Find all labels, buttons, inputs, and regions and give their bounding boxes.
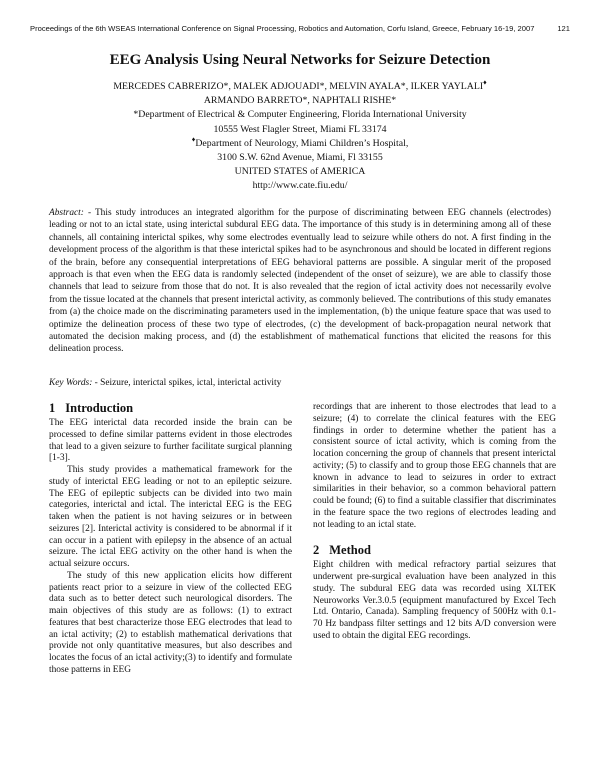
affiliation-2-name: ♦Department of Neurology, Miami Children’s Hospital, [191, 135, 409, 149]
affiliation-1-name: *Department of Electrical & Computer Engineering, Florida International University [133, 109, 467, 121]
right-column [313, 402, 556, 643]
intro-paragraph-3: The study of this new application elicits how different patients react prior to a seizure in view of the collected EEG data such as to better detect such neurological disorders. The main objectives of this study are as follows: (1) to extract features that best characterize those EEG electrodes that lead to an ictal activity; (2) to establish mathematical derivations that provide not only quantitative measures, but also describes and locates the focus of an ictal activity;(3) to identify and formulate those patterns in EEG [49, 570, 292, 675]
keywords-label: Key Words: [49, 378, 93, 388]
diamond-mark-icon: ♦ [483, 78, 487, 87]
diamond-mark-icon: ♦ [191, 135, 196, 144]
keywords [49, 377, 551, 389]
author-block [60, 80, 540, 194]
running-head-text: Proceedings of the 6th WSEAS International Conference on Signal Processing, Robotics and Automation, Corfu Island, Greece, February 16-19, 2007 [30, 24, 535, 33]
abstract [49, 207, 551, 356]
country: UNITED STATES of AMERICA [234, 166, 366, 178]
abstract-label: Abstract: [49, 208, 84, 218]
method-paragraph-1: Eight children with medical refractory partial seizures that underwent pre-surgical evaluation have been analyzed in this study. The subdural EEG data was recorded using XLTEK Neuroworks Ver.3.0.5 (equipment manufactured by Excel Tech Ltd. Ontario, Canada). Sampling frequency of 500Hz with 0.1-70 Hz bandpass filter settings and 12 bits A/D conversion were used to obtain the digital EEG recordings. [313, 560, 556, 641]
abstract-text: - This study introduces an integrated algorithm for the purpose of discriminating between EEG channels (electrodes) leading or not to an ictal state, using interictal subdural EEG data. The importance of this study is in determining among all of these channels, all containing interictal spikes, why some electrodes eventually lead to seizure while others do not. A first finding in the development process of the algorithm is that these interictal spikes had to be asynchronous and should be located in different regions of the brain, before any consequential interpretations of EEG behavioral patterns are possible. A singular merit of the proposed approach is that even when the EEG data is randomly selected (independent of the onset of seizure), we are able to classify those channels that lead to seizure from those that do not. It is also revealed that the region of ictal activity does not necessarily evolve from the tissue located at the channels that present interictal activity, as commonly believed. The contributions of this study emanates from (a) the choice made on the discriminating parameters used in the implementation, (b) the unique feature space that was used to optimize the delineation process of these two type of electrodes, (c) the development of back-propagation neural network that automated the decision making process, and (d) the establishment of mathematical functions that elicited the reasons for this delineation process. [49, 208, 551, 355]
author-line-2: ARMANDO BARRETO*, NAPHTALI RISHE* [203, 95, 397, 107]
section-heading-introduction: 1 Introduction [49, 401, 134, 415]
intro-paragraph-1: The EEG interictal data recorded inside the brain can be processed to define similar patterns evident in those electrodes that lead to a given seizure to further facilitate surgical planning [1-3]. [49, 418, 292, 464]
running-head [30, 24, 570, 33]
left-column [49, 401, 292, 677]
website-link[interactable]: http://www.cate.fiu.edu/ [252, 180, 348, 192]
page-number: 121 [557, 24, 570, 33]
keywords-text: - Seizure, interictal spikes, ictal, interictal activity [92, 378, 282, 388]
author-line-1: MERCEDES CABRERIZO*, MALEK ADJOUADI*, MELVIN AYALA*, ILKER YAYLALI♦ [113, 78, 487, 92]
intro-paragraph-2: This study provides a mathematical framework for the study of interictal EEG leading or not to an epileptic seizure. The EEG of epileptic subjects can be divided into two main categories, interictal and ictal. The interictal EEG is the EEG taken when the patient is not having seizures or in between seizures [2]. Interictal activity is considered to be abnormal if it can occur in a patient with epilepsy in the absence of an actual seizure. The ictal EEG activity on the other hand is when the actual seizure occurs. [49, 465, 292, 569]
affiliation-1-address: 10555 West Flagler Street, Miami FL 33174 [213, 123, 387, 135]
paper-title: EEG Analysis Using Neural Networks for Seizure Detection [109, 52, 491, 68]
affiliation-2-address: 3100 S.W. 62nd Avenue, Miami, Fl 33155 [217, 152, 383, 164]
intro-paragraph-3-continued: recordings that are inherent to those electrodes that lead to a seizure; (4) to correlate the clinical features with the EEG findings in order to determine whether the patient has a consistent source of ictal activity, which is coming from the location concerning the group of channels that present interictal activity; (5) to classify and to group those EEG channels that are known in advance to lead to seizures in order to extract similarities in their behavior, so a common behavioral pattern could be found; (6) to find a suitable classifier that discriminates in the feature space the two regions of electrodes leading and not leading to an ictal state. [313, 402, 556, 530]
section-heading-method: 2 Method [313, 543, 371, 558]
